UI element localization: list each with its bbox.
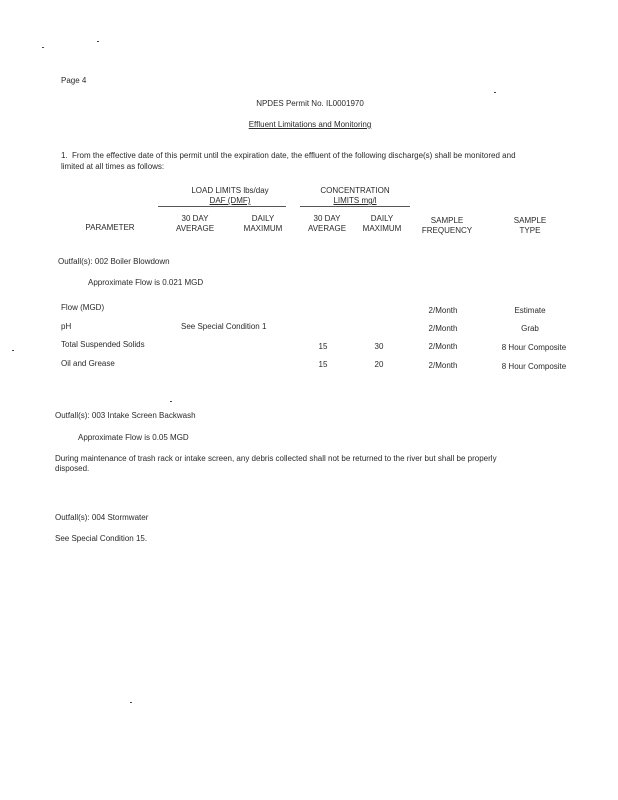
outfall-003-flow-note: Approximate Flow is 0.05 MGD: [78, 433, 189, 442]
col-load-30day-line1: 30 DAY: [181, 214, 209, 223]
col-load-daily-line2: MAXIMUM: [243, 224, 283, 233]
table-row-frequency: 2/Month: [428, 306, 458, 315]
col-sample-frequency-line2: FREQUENCY: [421, 226, 473, 235]
col-parameter: PARAMETER: [85, 223, 135, 232]
scan-speck: [42, 47, 44, 48]
scan-speck: [494, 92, 496, 93]
col-conc-daily-line1: DAILY: [370, 214, 394, 223]
outfall-003-title: Outfall(s): 003 Intake Screen Backwash: [55, 411, 196, 420]
table-row-frequency: 2/Month: [428, 324, 458, 333]
col-sample-frequency: [412, 216, 482, 236]
col-load-30day: [160, 214, 230, 234]
scan-speck: [12, 350, 14, 351]
concentration-rule: [300, 206, 410, 207]
col-sample-type-line1: SAMPLE: [513, 216, 547, 225]
scan-speck: [97, 41, 99, 42]
page-label: Page 4: [61, 76, 87, 85]
col-conc-30day-line1: 30 DAY: [313, 214, 341, 223]
outfall-003-note-line-2: disposed.: [55, 464, 90, 473]
col-conc-30day: [296, 214, 358, 234]
table-row-conc-daily: 20: [374, 360, 384, 369]
table-row-conc-30day: 15: [318, 360, 328, 369]
col-sample-type: [494, 216, 566, 236]
outfall-004-title: Outfall(s): 004 Stormwater: [55, 513, 149, 522]
load-limits-heading: LOAD LIMITS lbs/day: [191, 186, 269, 195]
outfall-002-title: Outfall(s): 002 Boiler Blowdown: [58, 257, 170, 266]
scan-speck: [130, 702, 132, 703]
table-row-type: 8 Hour Composite: [501, 362, 567, 371]
table-row-type: Grab: [521, 324, 539, 333]
permit-number: NPDES Permit No. IL0001970: [256, 99, 364, 108]
scan-speck: [170, 401, 172, 402]
table-row-conc-30day: 15: [318, 342, 328, 351]
table-row-type: Estimate: [514, 306, 546, 315]
table-row-frequency: 2/Month: [428, 361, 458, 370]
col-load-30day-line2: AVERAGE: [175, 224, 215, 233]
intro-line-1: From the effective date of this permit until the expiration date, the effluent of the following discharge(s) shall be monitored and: [72, 151, 516, 160]
table-row-parameter: pH: [61, 322, 72, 331]
table-row-frequency: 2/Month: [428, 342, 458, 351]
section-title: Effluent Limitations and Monitoring: [248, 120, 372, 129]
concentration-units: LIMITS mg/l: [333, 196, 377, 205]
table-row-type: 8 Hour Composite: [501, 343, 567, 352]
col-sample-frequency-line1: SAMPLE: [430, 216, 464, 225]
outfall-003-note-line-1: During maintenance of trash rack or intake screen, any debris collected shall not be returned to the river but shall be properly: [55, 454, 497, 463]
concentration-heading: CONCENTRATION: [320, 186, 390, 195]
col-load-daily: [230, 214, 296, 234]
table-row-parameter: Total Suspended Solids: [61, 340, 145, 349]
table-row-conc-daily: 30: [374, 342, 384, 351]
load-limits-units: DAF (DMF): [209, 196, 251, 205]
table-row-parameter: Oil and Grease: [61, 359, 115, 368]
col-load-daily-line1: DAILY: [251, 214, 275, 223]
intro-line-2: limited at all times as follows:: [61, 162, 165, 171]
col-conc-30day-line2: AVERAGE: [307, 224, 347, 233]
table-row-load-note: See Special Condition 1: [181, 322, 267, 331]
col-sample-type-line2: TYPE: [519, 226, 541, 235]
load-limits-rule: [158, 206, 286, 207]
col-conc-daily: [352, 214, 412, 234]
col-conc-daily-line2: MAXIMUM: [362, 224, 402, 233]
outfall-002-flow-note: Approximate Flow is 0.021 MGD: [88, 278, 204, 287]
outfall-004-note: See Special Condition 15.: [55, 534, 148, 543]
table-row-parameter: Flow (MGD): [61, 303, 105, 312]
intro-number: 1.: [61, 151, 68, 160]
